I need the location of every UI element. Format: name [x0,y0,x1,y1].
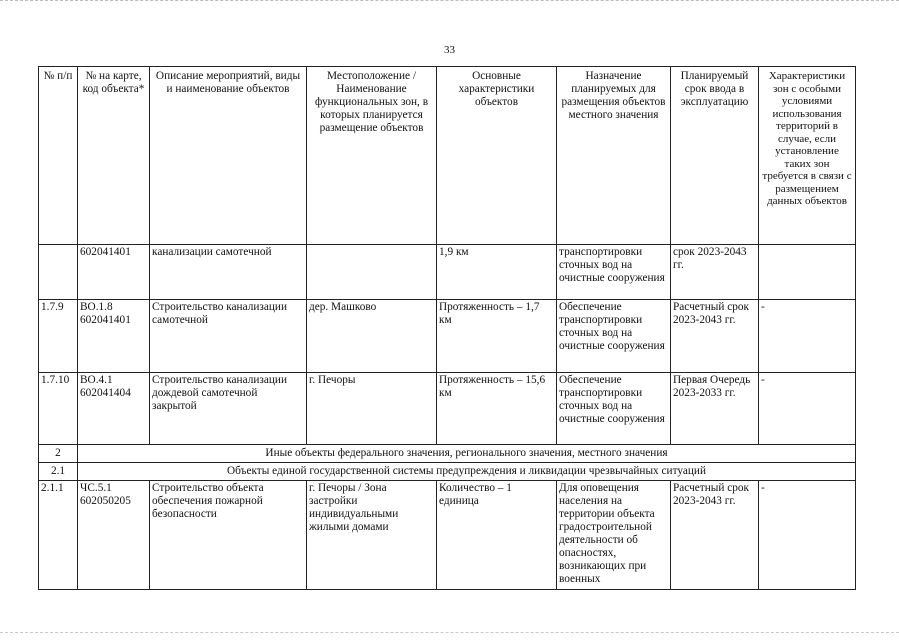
table-row [39,373,856,445]
header-num: № п/п [39,67,78,245]
subsection-title: Объекты единой государственной системы предупреждения и ликвидации чрезвычайных ситуаций [78,463,856,481]
row-characteristics: Протяженность – 1,7 км [437,300,557,373]
row-characteristics: Протяженность – 15,6 км [437,373,557,445]
row-number: 1.7.10 [39,373,78,445]
header-term: Планируемый срок ввода в эксплуатацию [671,67,759,245]
row-description: канализации самотечной [150,245,307,300]
row-location: г. Печоры [307,373,437,445]
row-code: ВО.1.8 602041401 [78,300,150,373]
row-location: г. Печоры / Зона застройки индивидуальными жилыми домами [307,481,437,590]
subsection-number: 2.1 [39,463,78,481]
header-purpose: Назначение планируемых для размещения объектов местного значения [557,67,671,245]
row-characteristics: 1,9 км [437,245,557,300]
row-term: срок 2023-2043 гг. [671,245,759,300]
section-number: 2 [39,445,78,463]
row-term: Расчетный срок 2023-2043 гг. [671,481,759,590]
planned-objects-table [38,66,856,590]
header-location: Местоположение / Наименование функциональных зон, в которых планируется размещение объектов [307,67,437,245]
row-location [307,245,437,300]
table-row [39,245,856,300]
row-term: Первая Очередь 2023-2033 гг. [671,373,759,445]
row-code: ЧС.5.1 602050205 [78,481,150,590]
row-purpose: Для оповещения населения на территории объекта градостроительной деятельности об опасностях, возникающих при военных [557,481,671,590]
header-zones: Характеристики зон с особыми условиями использования территорий в случае, если установление таких зон требуется в связи с размещением данных объектов [759,67,856,245]
scan-bottom-edge [0,632,899,634]
header-row [39,67,856,245]
row-code: ВО.4.1 602041404 [78,373,150,445]
row-description: Строительство канализации дождевой самотечной закрытой [150,373,307,445]
page-number: 33 [444,44,455,56]
table-row [39,481,856,590]
header-code: № на карте, код объекта* [78,67,150,245]
header-description: Описание мероприятий, виды и наименование объектов [150,67,307,245]
section-title: Иные объекты федерального значения, регионального значения, местного значения [78,445,856,463]
header-characteristics: Основные характеристики объектов [437,67,557,245]
row-purpose: Обеспечение транспортировки сточных вод на очистные сооружения [557,373,671,445]
row-zones [759,245,856,300]
subsection-row [39,463,856,481]
row-description: Строительство канализации самотечной [150,300,307,373]
section-row [39,445,856,463]
row-number: 2.1.1 [39,481,78,590]
row-number [39,245,78,300]
scan-top-edge [0,0,899,7]
row-zones: - [759,373,856,445]
row-zones: - [759,481,856,590]
row-purpose: Обеспечение транспортировки сточных вод на очистные сооружения [557,300,671,373]
row-term: Расчетный срок 2023-2043 гг. [671,300,759,373]
row-number: 1.7.9 [39,300,78,373]
table-row [39,300,856,373]
row-location: дер. Машково [307,300,437,373]
row-purpose: транспортировки сточных вод на очистные сооружения [557,245,671,300]
row-characteristics: Количество – 1 единица [437,481,557,590]
row-description: Строительство объекта обеспечения пожарной безопасности [150,481,307,590]
row-zones: - [759,300,856,373]
row-code: 602041401 [78,245,150,300]
